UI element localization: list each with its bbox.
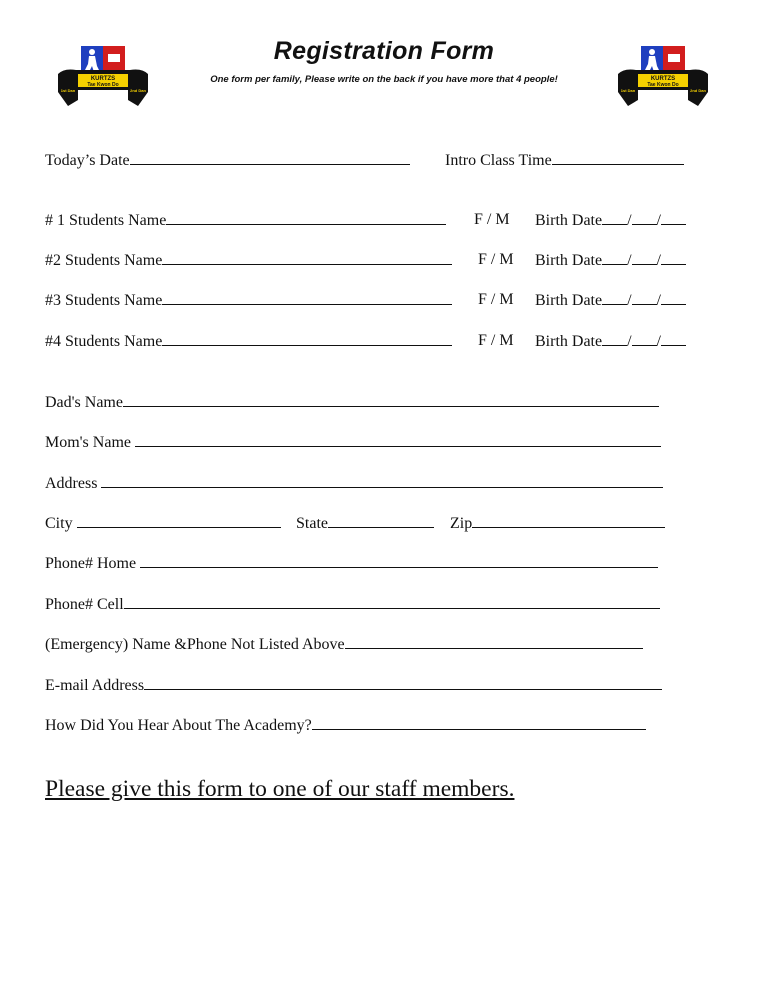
student-3-birth-label: Birth Date <box>535 292 603 309</box>
birth-day-blank[interactable] <box>632 290 657 305</box>
birth-separator: / <box>656 333 661 350</box>
student-3-birth <box>535 290 686 311</box>
student-2-label: #2 Students Name <box>45 252 163 269</box>
state-row <box>296 513 434 534</box>
mom-name-label: Mom's Name <box>45 434 131 451</box>
address-label: Address <box>45 475 98 492</box>
zip-label: Zip <box>450 515 473 532</box>
dad-name-label: Dad's Name <box>45 394 123 411</box>
logo-side-left: 1st Dan <box>620 88 636 93</box>
dad-name-blank[interactable] <box>123 392 659 407</box>
birth-day-blank[interactable] <box>632 331 657 346</box>
student-1-gender[interactable]: F / M <box>474 211 510 228</box>
birth-year-blank[interactable] <box>661 250 686 265</box>
emergency-blank[interactable] <box>345 634 643 649</box>
student-3-row <box>45 290 452 311</box>
zip-row <box>450 513 665 534</box>
hear-about-row <box>45 715 646 736</box>
student-1-name-blank[interactable] <box>166 210 446 225</box>
zip-blank[interactable] <box>472 513 665 528</box>
logo-text-top: KURTZS <box>650 76 676 82</box>
email-row <box>45 675 662 696</box>
student-4-birth <box>535 331 686 352</box>
logo-text-bottom: Tae Kwon Do <box>647 82 679 88</box>
birth-day-blank[interactable] <box>632 250 657 265</box>
dad-name-row <box>45 392 659 413</box>
emergency-row <box>45 634 643 655</box>
student-1-row <box>45 210 446 231</box>
birth-month-blank[interactable] <box>602 210 627 225</box>
student-2-gender[interactable]: F / M <box>478 251 514 268</box>
mom-name-row <box>45 432 661 453</box>
birth-day-blank[interactable] <box>632 210 657 225</box>
intro-class-blank[interactable] <box>552 150 684 165</box>
birth-separator: / <box>656 292 661 309</box>
student-2-name-blank[interactable] <box>162 250 452 265</box>
state-label: State <box>296 515 328 532</box>
birth-separator: / <box>627 212 632 229</box>
logo-text-bottom: Tae Kwon Do <box>87 82 119 88</box>
birth-month-blank[interactable] <box>602 250 627 265</box>
hear-about-blank[interactable] <box>312 715 646 730</box>
student-4-name-blank[interactable] <box>162 331 452 346</box>
footer-instruction: Please give this form to one of our staff members. <box>45 776 515 802</box>
student-2-birth-label: Birth Date <box>535 252 603 269</box>
birth-separator: / <box>627 252 632 269</box>
address-row <box>45 473 663 494</box>
birth-separator: / <box>627 292 632 309</box>
city-blank[interactable] <box>77 513 281 528</box>
phone-home-blank[interactable] <box>140 553 658 568</box>
student-3-label: #3 Students Name <box>45 292 163 309</box>
student-3-gender[interactable]: F / M <box>478 291 514 308</box>
birth-separator: / <box>656 212 661 229</box>
form-subtitle: One form per family, Please write on the back if you have more that 4 people! <box>210 74 558 85</box>
birth-year-blank[interactable] <box>661 290 686 305</box>
birth-year-blank[interactable] <box>661 331 686 346</box>
logo-side-right: 2nd Dan <box>130 88 146 93</box>
address-blank[interactable] <box>101 473 663 488</box>
email-blank[interactable] <box>144 675 662 690</box>
emergency-label: (Emergency) Name &Phone Not Listed Above <box>45 636 345 653</box>
todays-date-row <box>45 150 410 171</box>
student-4-label: #4 Students Name <box>45 333 163 350</box>
intro-class-row <box>445 150 684 171</box>
student-1-birth <box>535 210 686 231</box>
todays-date-blank[interactable] <box>130 150 410 165</box>
birth-month-blank[interactable] <box>602 290 627 305</box>
phone-cell-row <box>45 594 660 615</box>
todays-date-label: Today’s Date <box>45 152 130 169</box>
student-2-row <box>45 250 452 271</box>
logo-side-left: 1st Dan <box>60 88 76 93</box>
logo-text-top: KURTZS <box>90 76 116 82</box>
hear-about-label: How Did You Hear About The Academy? <box>45 717 312 734</box>
city-row <box>45 513 281 534</box>
state-blank[interactable] <box>328 513 434 528</box>
birth-year-blank[interactable] <box>661 210 686 225</box>
form-title: Registration Form <box>273 37 495 65</box>
phone-home-row <box>45 553 658 574</box>
student-1-label: # 1 Students Name <box>45 212 167 229</box>
phone-home-label: Phone# Home <box>45 555 137 572</box>
birth-month-blank[interactable] <box>602 331 627 346</box>
student-4-birth-label: Birth Date <box>535 333 603 350</box>
student-4-gender[interactable]: F / M <box>478 332 514 349</box>
phone-cell-label: Phone# Cell <box>45 596 124 613</box>
logo-side-right: 2nd Dan <box>690 88 706 93</box>
phone-cell-blank[interactable] <box>124 594 660 609</box>
student-3-name-blank[interactable] <box>162 290 452 305</box>
mom-name-blank[interactable] <box>135 432 661 447</box>
student-4-row <box>45 331 452 352</box>
student-2-birth <box>535 250 686 271</box>
student-1-birth-label: Birth Date <box>535 212 603 229</box>
birth-separator: / <box>627 333 632 350</box>
birth-separator: / <box>656 252 661 269</box>
intro-class-label: Intro Class Time <box>445 152 552 169</box>
city-label: City <box>45 515 73 532</box>
email-label: E-mail Address <box>45 677 145 694</box>
